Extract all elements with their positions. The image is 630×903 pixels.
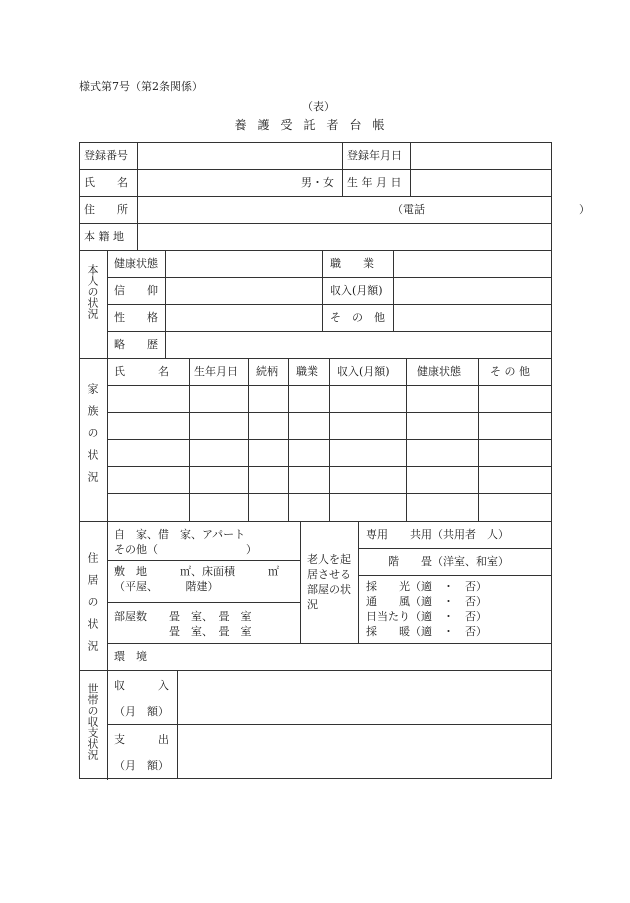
- col-line: [165, 250, 166, 358]
- room-heating: 採 暖（適 ・ 否）: [366, 625, 487, 638]
- name-label: 氏 名: [84, 176, 128, 189]
- row-line: [79, 250, 552, 251]
- gender-label: 男・女: [301, 176, 334, 189]
- family-header-other: そ の 他: [490, 365, 530, 378]
- col-line: [478, 358, 479, 521]
- col-line: [288, 358, 289, 521]
- col-line: [248, 358, 249, 521]
- row-line: [358, 575, 552, 576]
- col-line: [406, 358, 407, 521]
- room-usage: 専用 共用（共用者 人）: [366, 528, 509, 541]
- row-line: [79, 169, 552, 170]
- row-line: [107, 331, 552, 332]
- row-line: [79, 196, 552, 197]
- elder-room-label-line: 況: [307, 598, 318, 611]
- housing-type-line1: 自 家、借 家、アパート: [114, 528, 246, 541]
- elder-room-label-line: 老人を起: [307, 553, 351, 566]
- personality-label: 性 格: [114, 311, 158, 324]
- family-section-label: 家 族 の 状 況: [86, 383, 99, 482]
- row-line: [107, 304, 552, 305]
- col-line: [329, 358, 330, 521]
- household-section-label: 世帯の収支状況: [86, 683, 99, 760]
- room-tatami: 階 畳（洋室、和室）: [388, 555, 509, 568]
- health-label: 健康状態: [114, 257, 158, 270]
- housing-rooms-line1: 部屋数 畳 室、 畳 室: [114, 610, 252, 623]
- environment-label: 環 境: [114, 650, 147, 663]
- history-label: 略 歴: [114, 338, 158, 351]
- elder-room-label-line: 部屋の状: [307, 583, 351, 596]
- col-line: [393, 250, 394, 331]
- family-header-relation: 続柄: [256, 365, 278, 378]
- table-border-left: [79, 142, 80, 779]
- page-title: 養護受託者台帳: [234, 118, 396, 132]
- side-label: （表）: [302, 100, 335, 113]
- row-line: [79, 358, 552, 359]
- elder-room-label-line: 居させる: [307, 568, 351, 581]
- row-line: [107, 602, 300, 603]
- row-line: [358, 548, 552, 549]
- family-header-income: 収入(月額): [337, 365, 390, 378]
- row-line: [79, 223, 552, 224]
- other-label: そ の 他: [330, 311, 385, 324]
- col-line: [137, 142, 138, 250]
- registration-no-label: 登録番号: [84, 149, 128, 162]
- col-line: [322, 250, 323, 331]
- col-line: [107, 250, 108, 780]
- row-line: [107, 277, 552, 278]
- self-section-label: 本人の状況: [86, 264, 99, 319]
- room-sunlight: 日当たり（適 ・ 否）: [366, 610, 487, 623]
- household-income-label: 収 入: [114, 679, 169, 692]
- col-line: [189, 358, 190, 521]
- birth-date-label: 生 年 月 日: [347, 176, 402, 189]
- household-income-sub: （月 額）: [114, 705, 169, 718]
- household-expense-label: 支 出: [114, 733, 169, 746]
- table-border-right: [551, 142, 552, 779]
- address-label: 住 所: [84, 203, 128, 216]
- room-lighting: 採 光（適 ・ 否）: [366, 580, 487, 593]
- housing-type-line2: その他（ ）: [114, 543, 257, 556]
- income-label: 収入(月額): [330, 284, 383, 297]
- col-line: [410, 142, 411, 196]
- family-header-birth: 生年月日: [194, 365, 238, 378]
- household-expense-sub: （月 額）: [114, 759, 169, 772]
- religion-label: 信 仰: [114, 284, 158, 297]
- table-border-bottom: [79, 778, 552, 779]
- phone-label: （電話 ）: [392, 203, 590, 216]
- housing-section-label: 住 居 の 状 況: [86, 552, 99, 651]
- col-line: [342, 142, 343, 196]
- row-line: [107, 643, 552, 644]
- row-line: [79, 521, 552, 522]
- col-line: [358, 521, 359, 643]
- row-line: [107, 724, 552, 725]
- family-header-health: 健康状態: [417, 365, 461, 378]
- room-ventilation: 通 風（適 ・ 否）: [366, 595, 487, 608]
- table-border-top: [79, 142, 552, 143]
- occupation-label: 職 業: [330, 257, 374, 270]
- family-header-name: 氏 名: [114, 365, 169, 378]
- form-number: 様式第7号（第2条関係）: [79, 80, 203, 93]
- domicile-label: 本 籍 地: [84, 230, 124, 243]
- family-header-occupation: 職業: [296, 365, 318, 378]
- housing-rooms-line2: 畳 室、 畳 室: [114, 625, 252, 638]
- housing-area-line1: 敷 地 ㎡、床面積 ㎡: [114, 565, 279, 578]
- row-line: [107, 560, 300, 561]
- col-line: [300, 521, 301, 643]
- row-line: [79, 670, 552, 671]
- housing-area-line2: （平屋、 階建）: [114, 580, 219, 593]
- registration-date-label: 登録年月日: [347, 149, 402, 162]
